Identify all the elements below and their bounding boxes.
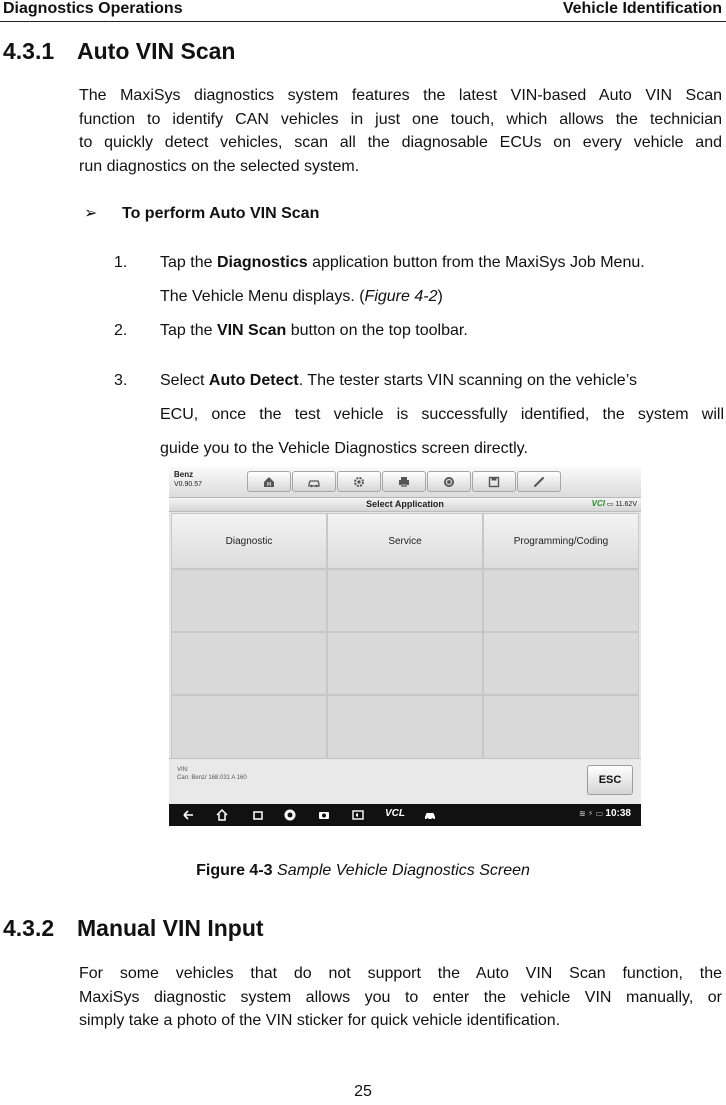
paragraph-line: to quickly detect vehicles, scan all the diagnosable ECUs on every vehicle and xyxy=(79,134,722,151)
section-heading-manual-vin-input xyxy=(3,915,264,942)
save-button[interactable] xyxy=(472,471,516,492)
recent-apps-button[interactable] xyxy=(251,808,265,822)
step-text: . The tester starts VIN scanning on the vehicle’s xyxy=(298,372,637,389)
section-heading-auto-vin-scan xyxy=(3,38,235,65)
service-button[interactable]: Service xyxy=(327,513,483,569)
application-grid xyxy=(171,513,639,760)
paragraph-line: function to identify CAN vehicles in just one touch, which allows the technician xyxy=(79,110,722,128)
paragraph-line: The MaxiSys diagnostics system features the latest VIN-based Auto VIN Scan xyxy=(79,87,722,104)
empty-cell xyxy=(327,569,483,632)
step-1 xyxy=(114,246,724,314)
browser-icon xyxy=(283,808,297,822)
step-text: guide you to the Vehicle Diagnostics screen directly. xyxy=(160,440,528,457)
empty-cell xyxy=(171,695,327,760)
display-audio-icon xyxy=(351,808,365,822)
home-nav-icon xyxy=(215,808,229,822)
screen-title: Select Application xyxy=(366,499,444,509)
empty-cell xyxy=(327,695,483,760)
system-nav-bar xyxy=(169,804,641,826)
battery-voltage: ▭ 11.62V xyxy=(606,501,637,508)
settings-button[interactable] xyxy=(337,471,381,492)
camera-icon xyxy=(317,808,331,822)
display-audio-button[interactable] xyxy=(351,808,365,822)
step-text: The Vehicle Menu displays. ( xyxy=(160,288,365,305)
step-3 xyxy=(114,364,724,466)
figure-caption xyxy=(0,862,726,880)
print-icon xyxy=(397,475,411,489)
clock: 10:38 xyxy=(605,808,631,819)
status-area xyxy=(579,808,631,819)
car-icon xyxy=(423,808,437,822)
procedure-title xyxy=(84,203,319,223)
shortcut-car-button[interactable] xyxy=(423,808,437,822)
intro-paragraph xyxy=(79,84,722,178)
tablet-screenshot xyxy=(169,467,641,826)
vin-label: VIN: xyxy=(177,767,189,773)
diagnostic-button[interactable]: Diagnostic xyxy=(171,513,327,569)
esc-button[interactable]: ESC xyxy=(587,765,633,795)
step-text: button on the top toolbar. xyxy=(286,322,468,339)
figure-label: Figure 4-3 xyxy=(196,862,273,879)
paragraph-line: run diagnostics on the selected system. xyxy=(79,157,360,175)
section-title: Manual VIN Input xyxy=(77,915,264,941)
arrow-bullet-icon: ➢ xyxy=(84,205,98,222)
home-nav-button[interactable] xyxy=(215,808,229,822)
data-logging-button[interactable] xyxy=(517,471,561,492)
back-button[interactable] xyxy=(181,808,195,822)
browser-button[interactable] xyxy=(283,808,297,822)
settings-icon xyxy=(352,475,366,489)
recent-apps-icon xyxy=(251,808,265,822)
camera-button[interactable] xyxy=(317,808,331,822)
vin-info xyxy=(177,766,247,782)
step-text: Tap the xyxy=(160,254,217,271)
step-text: Tap the xyxy=(160,322,217,339)
step-number: 3. xyxy=(114,372,128,389)
vci-status-label: VCI xyxy=(591,499,605,508)
help-button[interactable] xyxy=(427,471,471,492)
save-icon xyxy=(487,475,501,489)
battery-voltage-value: 11.62V xyxy=(615,501,637,508)
empty-cell xyxy=(171,632,327,695)
empty-cell xyxy=(327,632,483,695)
header-left: Diagnostics Operations xyxy=(3,0,183,17)
title-bar xyxy=(169,498,641,512)
svg-text:M: M xyxy=(266,481,272,488)
home-icon xyxy=(262,475,276,489)
vehicle-path: Can: Benz/ 168.031 A 160 xyxy=(177,775,247,781)
empty-cell xyxy=(483,695,639,760)
empty-cell xyxy=(483,569,639,632)
top-toolbar xyxy=(169,467,641,498)
paragraph-line: simply take a photo of the VIN sticker for quick vehicle identification. xyxy=(79,1012,561,1029)
help-icon xyxy=(442,475,456,489)
wifi-icon: ≋ ⚡ ▭ xyxy=(578,809,606,818)
empty-cell xyxy=(483,632,639,695)
step-text: Select xyxy=(160,372,209,389)
print-button[interactable] xyxy=(382,471,426,492)
programming-coding-button[interactable]: Programming/Coding xyxy=(483,513,639,569)
step-number: 2. xyxy=(114,322,128,339)
paragraph-line: For some vehicles that do not support the Auto VIN Scan function, the xyxy=(79,965,722,982)
step-text: ) xyxy=(437,288,443,305)
step-text: application button from the MaxiSys Job Menu. xyxy=(307,254,645,271)
header-right: Vehicle Identification xyxy=(562,0,722,17)
figure-caption-text: Sample Vehicle Diagnostics Screen xyxy=(277,862,530,879)
data-logging-icon xyxy=(532,475,546,489)
step-bold-term: Diagnostics xyxy=(216,254,308,271)
back-icon xyxy=(181,808,195,822)
vin-scan-button[interactable] xyxy=(292,471,336,492)
running-header xyxy=(0,0,726,22)
home-button[interactable] xyxy=(247,471,291,492)
section-title: Auto VIN Scan xyxy=(77,38,236,64)
step-2 xyxy=(114,314,724,348)
vehicle-info xyxy=(174,470,202,490)
procedure-title-text: To perform Auto VIN Scan xyxy=(122,205,320,222)
step-text: ECU, once the test vehicle is successfully identified, the system will xyxy=(160,406,724,423)
step-number: 1. xyxy=(114,254,128,271)
footer-bar xyxy=(169,758,641,805)
empty-cell xyxy=(171,569,327,632)
step-bold-term: Auto Detect xyxy=(208,372,299,389)
vci-nav-button[interactable]: VCL xyxy=(385,808,405,819)
software-version: V0.90.57 xyxy=(174,481,203,488)
step-bold-term: VIN Scan xyxy=(216,322,287,339)
vehicle-name: Benz xyxy=(174,470,194,479)
manual-vin-paragraph xyxy=(79,962,722,1033)
figure-reference: Figure 4-2 xyxy=(364,288,438,305)
paragraph-line: MaxiSys diagnostic system allows you to enter the vehicle VIN manually, or xyxy=(79,988,722,1006)
section-number: 4.3.2 xyxy=(3,915,55,941)
page-number: 25 xyxy=(354,1083,372,1100)
vin-scan-icon xyxy=(307,475,321,489)
section-number: 4.3.1 xyxy=(3,38,55,64)
